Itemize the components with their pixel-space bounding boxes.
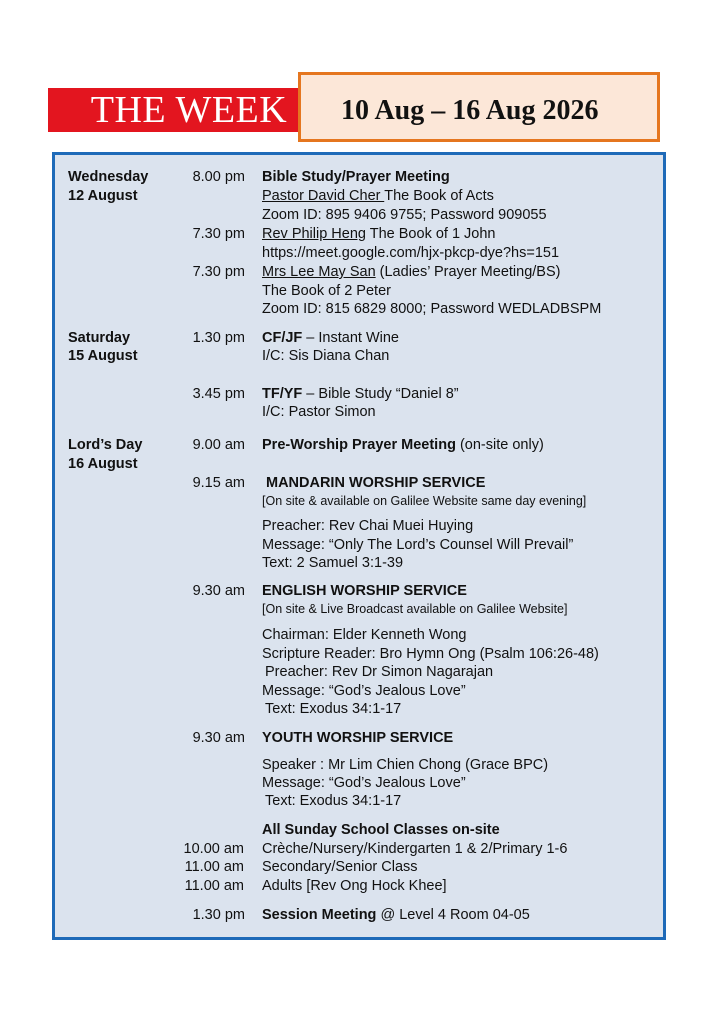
event-desc: – Bible Study “Daniel 8” (302, 386, 459, 402)
event-time: 7.30 pm (192, 226, 245, 242)
service-text: Text: Exodus 34:1-17 (265, 793, 402, 809)
event-place: @ Level 4 Room 04-05 (376, 907, 530, 923)
day-name-lords-day: Lord’s Day (68, 437, 143, 453)
event-time: 9.15 am (192, 475, 245, 491)
day-date-wednesday: 12 August (68, 188, 138, 204)
service-text: Text: 2 Samuel 3:1-39 (262, 555, 404, 571)
event-time: 8.00 pm (192, 169, 245, 185)
service-preacher: Preacher: Rev Chai Muei Huying (262, 518, 474, 534)
event-line (262, 436, 544, 454)
service-preacher: Preacher: Rev Dr Simon Nagarajan (265, 664, 494, 680)
service-reader: Scripture Reader: Bro Hymn Ong (Psalm 106:26-48) (262, 646, 599, 662)
zoom-details: Zoom ID: 895 9406 9755; Password 909055 (262, 207, 547, 223)
sunday-school-title: All Sunday School Classes on-site (262, 822, 500, 838)
event-title: Bible Study/Prayer Meeting (262, 169, 450, 185)
day-date-saturday: 15 August (68, 348, 138, 364)
event-line (262, 385, 459, 403)
leader-name: Mrs Lee May San (262, 264, 376, 280)
day-name-saturday: Saturday (68, 330, 131, 346)
class-name: Crèche/Nursery/Kindergarten 1 & 2/Primary 1-6 (262, 841, 568, 857)
event-time: 9.30 am (192, 583, 245, 599)
event-ic: I/C: Sis Diana Chan (262, 348, 390, 364)
zoom-details: Zoom ID: 815 6829 8000; Password WEDLADBSPM (262, 301, 602, 317)
event-time: 9.30 am (192, 730, 245, 746)
event-line (262, 329, 399, 347)
event-topic: The Book of Acts (384, 188, 494, 204)
service-title: ENGLISH WORSHIP SERVICE (262, 583, 467, 599)
service-title: MANDARIN WORSHIP SERVICE (266, 475, 486, 491)
service-message: Message: “Only The Lord’s Counsel Will Prevail” (262, 537, 574, 553)
service-text: Text: Exodus 34:1-17 (265, 701, 402, 717)
event-title: Session Meeting (262, 907, 377, 923)
class-name: Adults [Rev Ong Hock Khee] (262, 878, 447, 894)
event-note: (on-site only) (455, 437, 544, 453)
the-week-logo: THE WEEK (48, 88, 330, 132)
service-speaker: Speaker : Mr Lim Chien Chong (Grace BPC) (262, 757, 549, 773)
event-desc: – Instant Wine (302, 330, 399, 346)
service-note: [On site & available on Galilee Website same day evening] (262, 494, 587, 508)
event-time: 7.30 pm (192, 264, 245, 280)
event-title: Pre-Worship Prayer Meeting (262, 437, 456, 453)
event-topic: The Book of 1 John (365, 226, 496, 242)
service-note: [On site & Live Broadcast available on Galilee Website] (262, 602, 568, 616)
service-chairman: Chairman: Elder Kenneth Wong (262, 627, 467, 643)
event-time: 3.45 pm (192, 386, 245, 402)
class-name: Secondary/Senior Class (262, 859, 418, 875)
event-leader-line (262, 263, 560, 281)
leader-name: Rev Philip Heng (262, 226, 366, 242)
service-message: Message: “God’s Jealous Love” (262, 775, 466, 791)
day-date-lords-day: 16 August (68, 456, 138, 472)
date-range-box (298, 72, 660, 142)
event-leader-line (262, 187, 494, 205)
service-message: Message: “God’s Jealous Love” (262, 683, 466, 699)
meeting-link[interactable]: https://meet.google.com/hjx-pkcp-dye?hs=151 (262, 245, 560, 261)
class-time: 11.00 am (184, 878, 244, 894)
event-time: 1.30 pm (192, 330, 245, 346)
event-time: 9.00 am (192, 437, 245, 453)
event-book: The Book of 2 Peter (262, 283, 391, 299)
class-time: 11.00 am (184, 859, 244, 875)
service-title: YOUTH WORSHIP SERVICE (262, 730, 454, 746)
date-range: 10 Aug – 16 Aug 2026 (341, 95, 599, 126)
event-line (262, 906, 530, 924)
event-leader-line (262, 225, 496, 243)
event-ic: I/C: Pastor Simon (262, 404, 376, 420)
event-title: CF/JF (262, 330, 303, 346)
event-topic: (Ladies’ Prayer Meeting/BS) (375, 264, 561, 280)
event-time: 1.30 pm (192, 907, 245, 923)
leader-name: Pastor David Cher (262, 188, 385, 204)
event-title: TF/YF (262, 386, 303, 402)
class-time: 10.00 am (183, 841, 244, 857)
day-name-wednesday: Wednesday (68, 169, 149, 185)
